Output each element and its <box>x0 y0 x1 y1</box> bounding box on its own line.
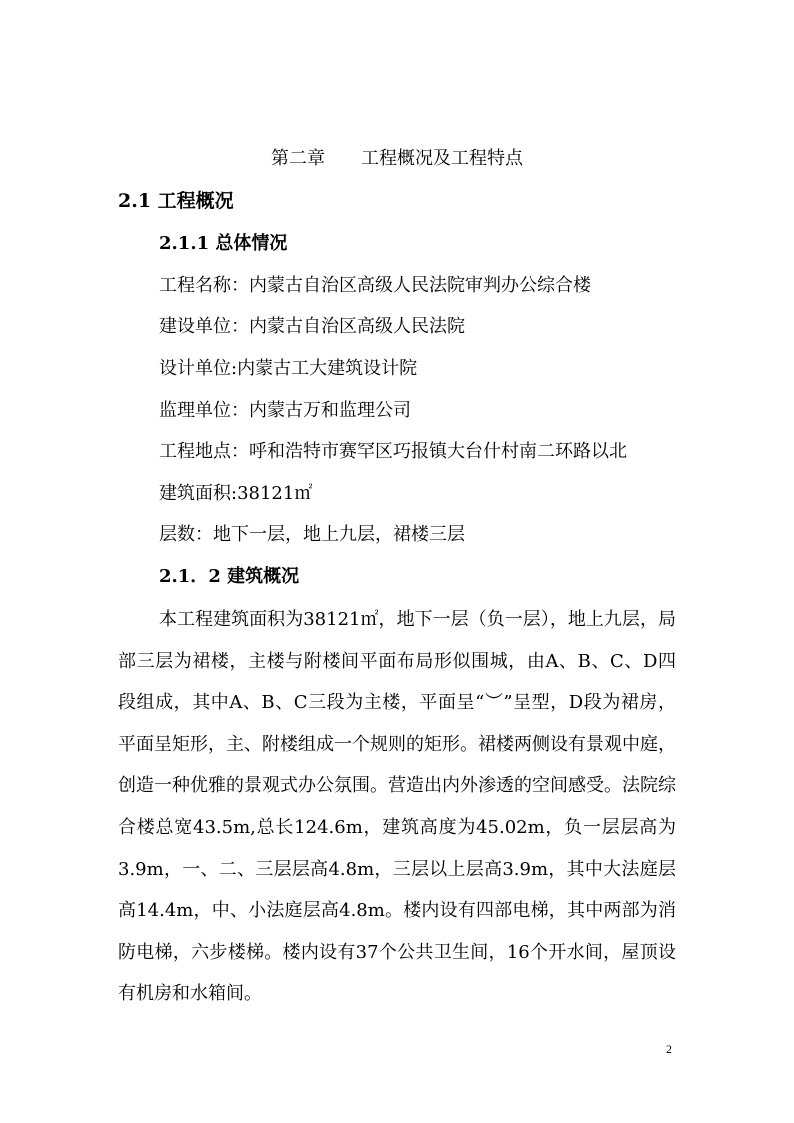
section-heading-2-1-2: 2.1．2 建筑概况 <box>159 566 300 587</box>
page-number: 2 <box>666 1042 672 1056</box>
area-line: 建筑面积:38121㎡ <box>159 483 313 504</box>
floors-line: 层数：地下一层，地上九层，裙楼三层 <box>159 524 465 545</box>
designer-line: 设计单位:内蒙古工大建筑设计院 <box>159 358 418 379</box>
supervisor-line: 监理单位：内蒙古万和监理公司 <box>159 400 411 421</box>
chapter-title: 第二章 工程概况及工程特点 <box>271 148 523 169</box>
location-line: 工程地点：呼和浩特市赛罕区巧报镇大台什村南二环路以北 <box>159 441 627 462</box>
project-name-line: 工程名称：内蒙古自治区高级人民法院审判办公综合楼 <box>159 275 591 296</box>
section-heading-2-1-1: 2.1.1 总体情况 <box>159 233 288 254</box>
section-heading-2-1: 2.1 工程概况 <box>118 190 234 212</box>
building-overview-paragraph: 本工程建筑面积为38121㎡，地下一层（负一层），地上九层，局部三层为裙楼，主楼与附楼间平面布局形似围城，由A、B、C、D四段组成，其中A、B、C三段为主楼，平面呈“︶”呈型，D段为裙房，平面呈矩形，主、附楼组成一个规则的矩形。裙楼两侧设有景观中庭，创造一种优雅的景观式办公氛围。营造出内外渗透的空间感受。法院综合楼总宽43.5m,总长124.6m，建筑高度为45.02m，负一层层高为3.9m，一、二、三层层高4.8m，三层以上层高3.9m，其中大法庭层高14.4m，中、小法庭层高4.8m。楼内设有四部电梯，其中两部为消防电梯，六步楼梯。楼内设有37个公共卫生间，16个开水间，屋顶设有机房和水箱间。 <box>118 609 676 1005</box>
client-line: 建设单位：内蒙古自治区高级人民法院 <box>159 316 465 337</box>
